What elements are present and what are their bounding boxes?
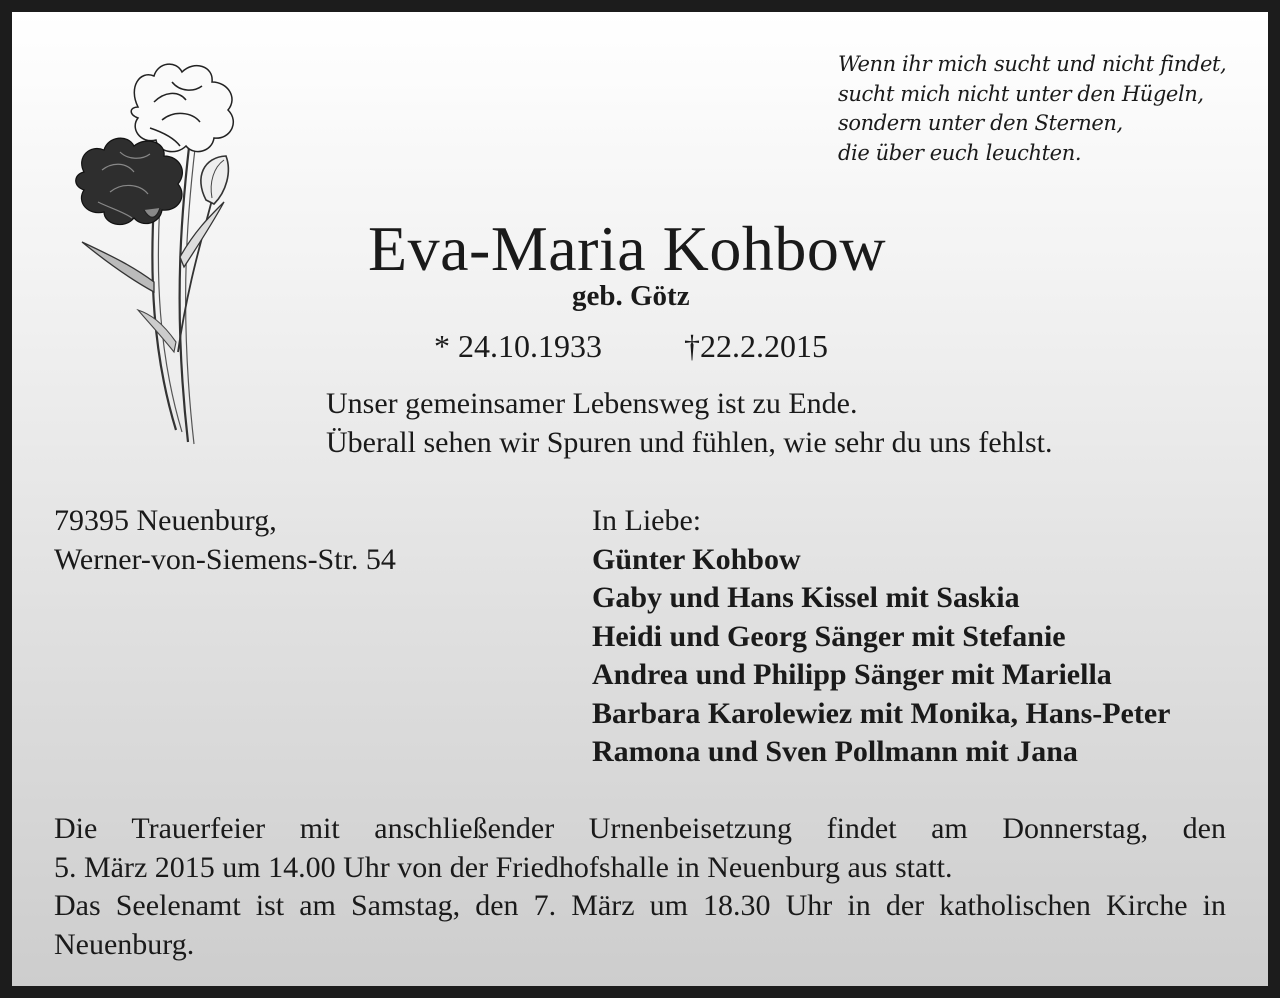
address-line: 79395 Neuenburg, <box>54 504 277 537</box>
death-date: †22.2.2015 <box>684 328 828 364</box>
poem-line: sucht mich nicht unter den Hügeln, <box>838 81 1204 106</box>
family-member: Andrea und Philipp Sänger mit Mariella <box>592 658 1112 691</box>
notice-line: 5. März 2015 um 14.00 Uhr von der Friedhofshalle in Neuenburg aus statt. <box>54 850 953 884</box>
notice-line: Die Trauerfeier mit anschließender Urnenbeisetzung findet am Donnerstag, den <box>54 812 1226 845</box>
poem <box>838 50 1258 168</box>
poem-line: die über euch leuchten. <box>838 140 1082 165</box>
carnation-illustration <box>54 52 254 452</box>
deceased-name: Eva-Maria Kohbow <box>368 213 887 284</box>
family-member: Ramona und Sven Pollmann mit Jana <box>592 735 1078 768</box>
memorial-quote <box>326 384 1053 462</box>
family-member: Günter Kohbow <box>592 542 801 576</box>
quote-line: Unser gemeinsamer Lebensweg ist zu Ende. <box>326 387 858 420</box>
family-member: Barbara Karolewiez mit Monika, Hans-Peter <box>592 696 1171 730</box>
family-intro: In Liebe: <box>592 504 702 537</box>
notice-line: Neuenburg. <box>54 927 195 961</box>
family-list <box>592 502 1171 772</box>
obituary-card <box>12 12 1268 986</box>
poem-line: Wenn ihr mich sucht und nicht findet, <box>838 52 1227 76</box>
funeral-notice <box>54 810 1226 964</box>
address <box>54 502 396 579</box>
family-member: Heidi und Georg Sänger mit Stefanie <box>592 619 1066 653</box>
maiden-name: geb. Götz <box>572 280 690 312</box>
poem-line: sondern unter den Sternen, <box>838 111 1123 135</box>
family-member: Gaby und Hans Kissel mit Saskia <box>592 581 1020 614</box>
notice-line: Das Seelenamt ist am Samstag, den 7. März um 18.30 Uhr in der katholischen Kirche in <box>54 889 1226 922</box>
address-line: Werner-von-Siemens-Str. 54 <box>54 542 396 576</box>
quote-line: Überall sehen wir Spuren und fühlen, wie sehr du uns fehlst. <box>326 426 1053 459</box>
birth-date: * 24.10.1933 <box>434 328 602 364</box>
